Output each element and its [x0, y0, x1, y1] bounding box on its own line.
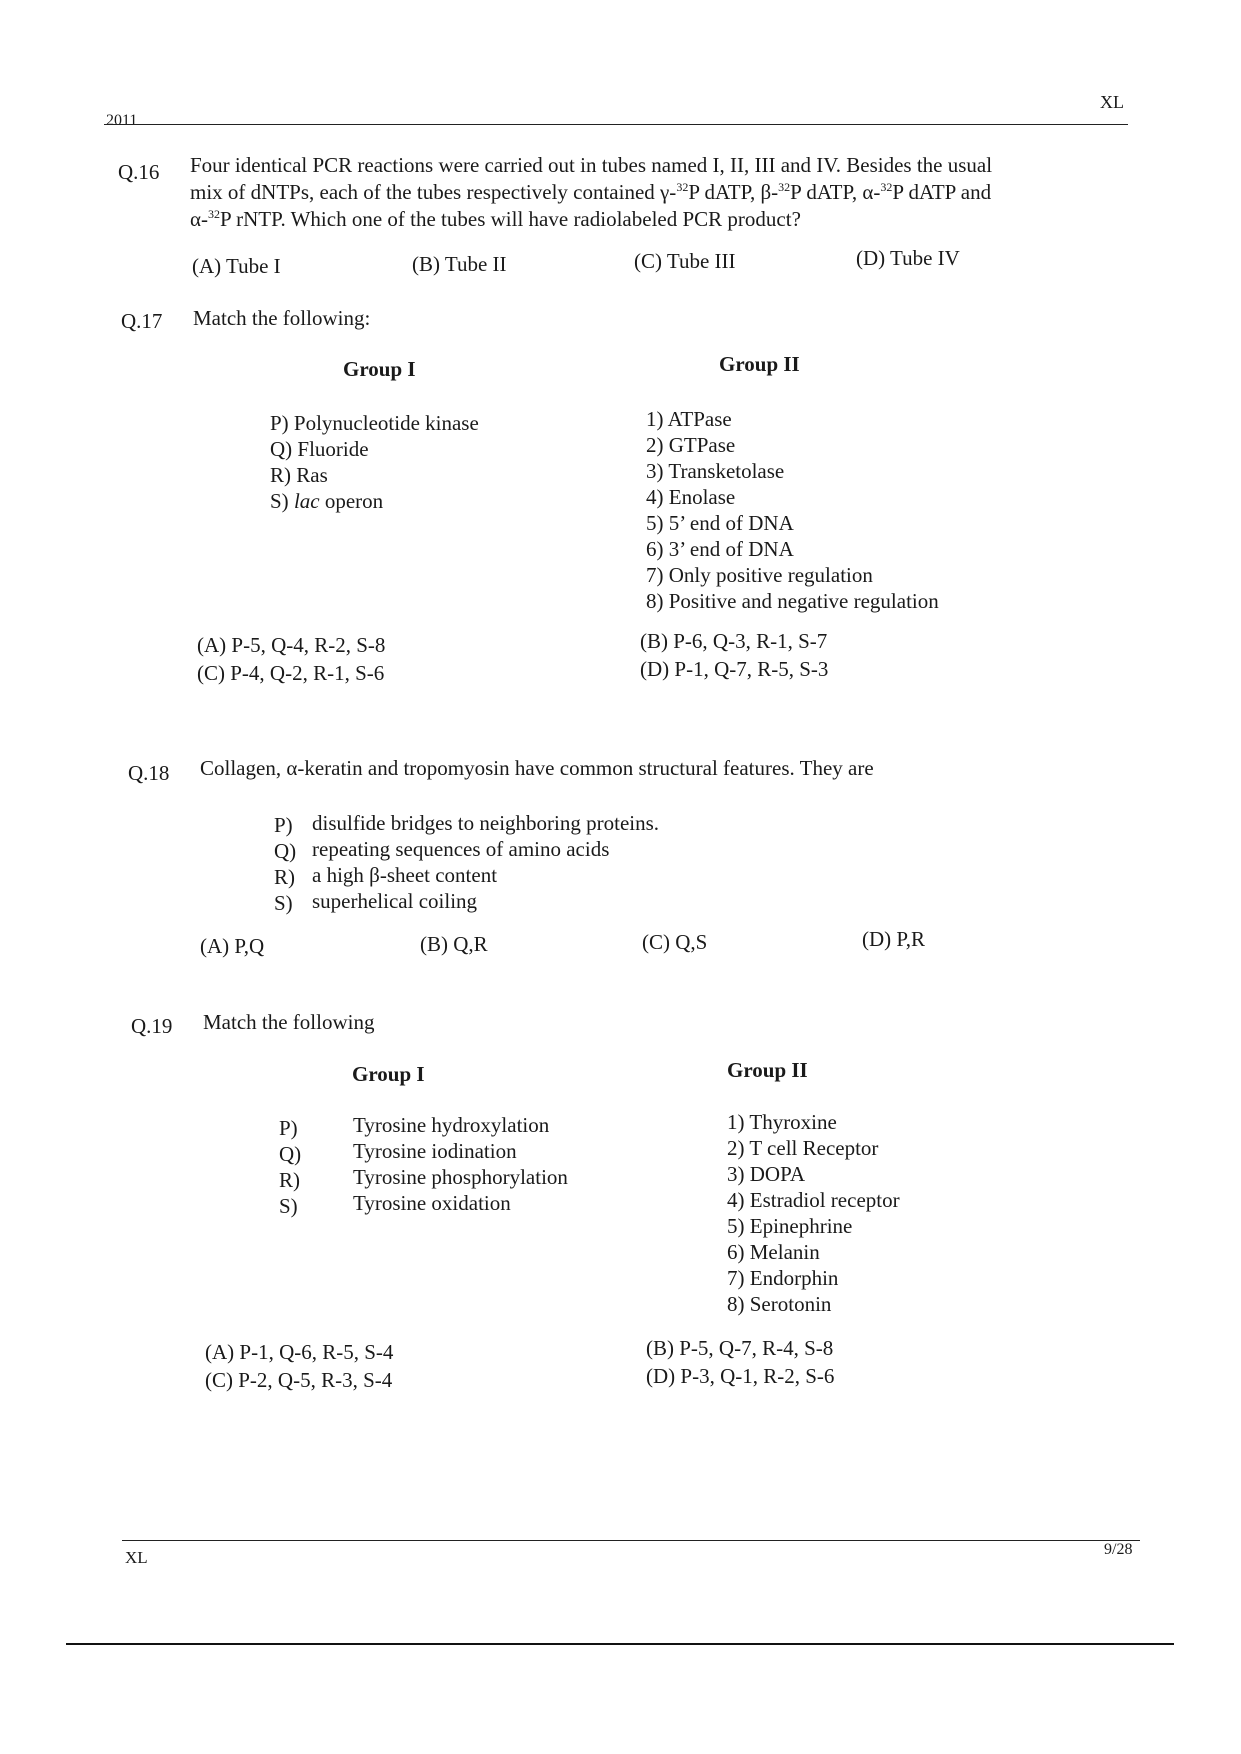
q19-group1-label: S)	[279, 1194, 298, 1218]
q19-group1-label: P)	[279, 1116, 298, 1140]
q17-group1-title: Group I	[343, 357, 416, 381]
q17-group2-item: 1) ATPase	[646, 407, 732, 431]
q17-group2-item: 7) Only positive regulation	[646, 563, 873, 587]
q17-group2-title: Group II	[719, 352, 800, 376]
q19-group1-item: Tyrosine phosphorylation	[353, 1165, 568, 1189]
q17-group1-item: Q) Fluoride	[270, 437, 369, 461]
q19-prompt: Match the following	[203, 1010, 375, 1034]
q19-group2-item: 7) Endorphin	[727, 1266, 839, 1290]
q17-group2-item: 4) Enolase	[646, 485, 736, 509]
q17-group2-list	[646, 406, 939, 614]
q16-line3: α-$^{32}$P rNTP. Which one of the tubes will have radiolabeled PCR product?	[190, 207, 801, 231]
bottom-rule	[66, 1643, 1174, 1645]
header-year: 2011	[106, 112, 138, 129]
header-rule	[104, 124, 1128, 125]
q18-item-text: disulfide bridges to neighboring proteins.	[312, 811, 660, 835]
q16-option-d: (D) Tube IV	[856, 246, 960, 270]
q18-item-label: S)	[274, 891, 293, 915]
q18-item-label: Q)	[274, 839, 297, 863]
q17-group2-item: 2) GTPase	[646, 433, 736, 457]
q16-line2: mix of dNTPs, each of the tubes respectively contained γ-$^{32}$P dATP, β-$^{32}$P dATP, α-$^{32}$P dATP and	[190, 180, 992, 204]
q19-group2-item: 4) Estradiol receptor	[727, 1188, 900, 1212]
q16-line1: Four identical PCR reactions were carried out in tubes named I, II, III and IV. Besides the usual	[190, 153, 993, 177]
q19-group2-item: 3) DOPA	[727, 1162, 805, 1186]
q17-option-b: (B) P-6, Q-3, R-1, S-7	[640, 629, 828, 653]
q19-group2-list	[727, 1109, 900, 1317]
q17-group1-item: S) lac operon	[270, 489, 384, 513]
q17-group2-item: 5) 5’ end of DNA	[646, 511, 794, 535]
q17-prompt: Match the following:	[193, 306, 371, 330]
q19-option-c: (C) P-2, Q-5, R-3, S-4	[205, 1368, 393, 1392]
q16-number: Q.16	[118, 160, 160, 184]
q17-group2-item: 8) Positive and negative regulation	[646, 589, 939, 613]
q16-option-c: (C) Tube III	[634, 249, 736, 273]
q18-item-label: R)	[274, 865, 295, 889]
q18-option-c: (C) Q,S	[642, 930, 708, 954]
footer-rule	[122, 1540, 1140, 1541]
q17-number: Q.17	[121, 309, 163, 333]
q18-number: Q.18	[128, 761, 170, 785]
q19-group1-list	[353, 1112, 568, 1216]
q17-option-d: (D) P-1, Q-7, R-5, S-3	[640, 657, 829, 681]
q17-group1-item: R) Ras	[270, 463, 328, 487]
q19-number: Q.19	[131, 1014, 173, 1038]
q19-group2-item: 1) Thyroxine	[727, 1110, 837, 1134]
q19-group2-item: 5) Epinephrine	[727, 1214, 853, 1238]
q19-group1-label: R)	[279, 1168, 300, 1192]
q17-option-a: (A) P-5, Q-4, R-2, S-8	[197, 633, 386, 657]
q19-group1-title: Group I	[352, 1062, 425, 1086]
q19-group2-item: 2) T cell Receptor	[727, 1136, 879, 1160]
q19-group1-label: Q)	[279, 1142, 302, 1166]
q19-group2-item: 6) Melanin	[727, 1240, 820, 1264]
q18-item-text: repeating sequences of amino acids	[312, 837, 610, 861]
q16-option-b: (B) Tube II	[412, 252, 507, 276]
q19-group1-item: Tyrosine iodination	[353, 1139, 517, 1163]
q17-option-c: (C) P-4, Q-2, R-1, S-6	[197, 661, 385, 685]
q18-prompt: Collagen, α-keratin and tropomyosin have common structural features. They are	[200, 756, 874, 780]
q18-item-list	[312, 810, 659, 914]
q17-group2-item: 6) 3’ end of DNA	[646, 537, 794, 561]
q17-group2-item: 3) Transketolase	[646, 459, 785, 483]
header-paper-code: XL	[1100, 92, 1124, 112]
q18-item-label: P)	[274, 813, 293, 837]
q19-group1-item: Tyrosine oxidation	[353, 1191, 511, 1215]
q19-option-b: (B) P-5, Q-7, R-4, S-8	[646, 1336, 834, 1360]
q16-question	[190, 152, 1125, 233]
q18-label-list	[274, 812, 296, 916]
q19-group2-title: Group II	[727, 1058, 808, 1082]
q18-item-text: superhelical coiling	[312, 889, 478, 913]
q19-option-d: (D) P-3, Q-1, R-2, S-6	[646, 1364, 835, 1388]
q17-group1-item: P) Polynucleotide kinase	[270, 411, 479, 435]
q18-option-b: (B) Q,R	[420, 932, 488, 956]
q19-group1-item: Tyrosine hydroxylation	[353, 1113, 550, 1137]
q16-option-a: (A) Tube I	[192, 254, 281, 278]
q18-item-text: a high β-sheet content	[312, 863, 498, 887]
q19-option-a: (A) P-1, Q-6, R-5, S-4	[205, 1340, 394, 1364]
q18-option-a: (A) P,Q	[200, 934, 265, 958]
footer-paper-code: XL	[125, 1548, 148, 1567]
q18-option-d: (D) P,R	[862, 927, 926, 951]
q17-group1-list	[270, 410, 479, 514]
q19-group1-labels	[279, 1115, 301, 1219]
q19-group2-item: 8) Serotonin	[727, 1292, 832, 1316]
footer-page-number: 9/28	[1104, 1541, 1133, 1558]
